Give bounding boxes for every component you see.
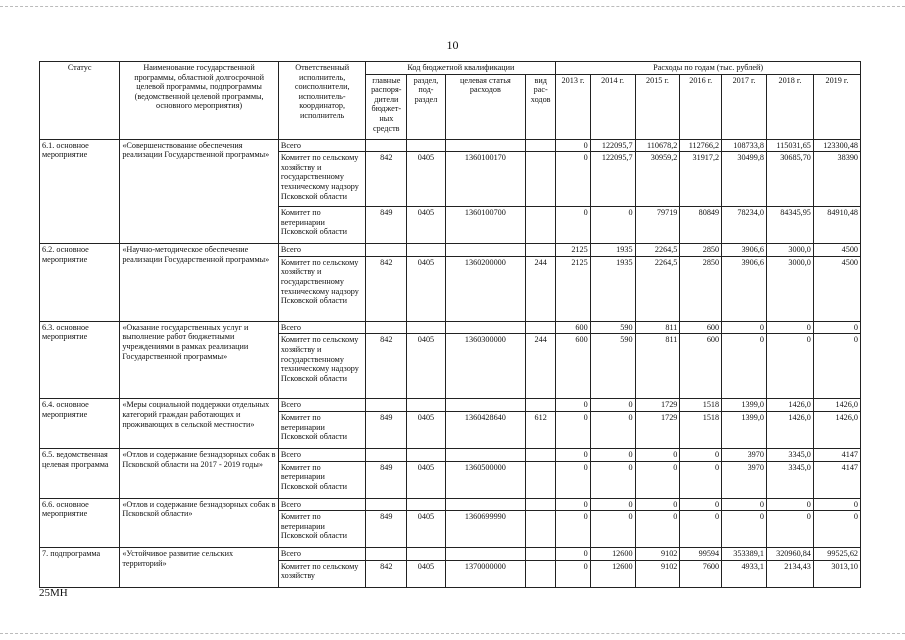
year-value-cell: 811 — [635, 321, 680, 334]
year-value-cell: 0 — [635, 511, 680, 548]
header-expenses-by-year: Расходы по годам (тыс. рублей) — [556, 62, 861, 75]
year-value-cell: 3345,0 — [766, 461, 813, 498]
year-value-cell: 1426,0 — [813, 411, 860, 448]
item-name-cell: «Устойчивое развитие сельских территорий» — [120, 548, 279, 588]
year-value-cell: 0 — [556, 461, 590, 498]
responsible-cell: Всего — [278, 399, 366, 412]
year-value-cell: 0 — [722, 511, 767, 548]
year-value-cell: 84345,95 — [766, 207, 813, 244]
razdel-cell: 0405 — [407, 334, 446, 399]
header-name: Наименование государственной программы, областной долгосрочной целевой программы, подпрограммы (ведомственной целевой программы, основного мероприятия) — [120, 62, 279, 140]
year-value-cell: 3345,0 — [766, 448, 813, 461]
year-value-cell: 12600 — [590, 548, 635, 561]
header-responsible: Ответственный исполнитель, соисполнители, исполнитель-координатор, исполнитель — [278, 62, 366, 140]
year-value-cell: 122095,7 — [590, 152, 635, 207]
table-row-total — [40, 498, 861, 511]
year-value-cell: 78234,0 — [722, 207, 767, 244]
year-value-cell: 12600 — [590, 560, 635, 587]
year-value-cell: 123300,48 — [813, 139, 860, 152]
year-value-cell: 1729 — [635, 411, 680, 448]
razdel-cell: 0405 — [407, 560, 446, 587]
status-cell: 6.5. ведомственная целевая программа — [40, 448, 120, 498]
target-article-cell — [445, 139, 525, 152]
year-value-cell: 0 — [635, 461, 680, 498]
status-cell: 6.6. основное мероприятие — [40, 498, 120, 548]
responsible-cell: Всего — [278, 321, 366, 334]
year-value-cell: 4933,1 — [722, 560, 767, 587]
header-razdel: раздел, под-раздел — [407, 74, 446, 139]
grbs-cell — [366, 448, 407, 461]
year-value-cell: 0 — [635, 498, 680, 511]
year-value-cell: 3970 — [722, 448, 767, 461]
year-value-cell: 2125 — [556, 256, 590, 321]
target-article-cell: 1370000000 — [445, 560, 525, 587]
responsible-cell: Комитет по ветеринарии Псковской области — [278, 461, 366, 498]
year-value-cell: 99525,62 — [813, 548, 860, 561]
year-value-cell: 0 — [556, 548, 590, 561]
scan-edge-top — [0, 6, 905, 7]
grbs-cell: 842 — [366, 560, 407, 587]
target-article-cell: 1360300000 — [445, 334, 525, 399]
responsible-cell: Комитет по сельскому хозяйству и государственному техническому надзору Псковской области — [278, 256, 366, 321]
year-value-cell: 9102 — [635, 560, 680, 587]
year-value-cell: 3970 — [722, 461, 767, 498]
year-value-cell: 0 — [590, 498, 635, 511]
year-value-cell: 600 — [556, 321, 590, 334]
expense-type-cell — [526, 511, 556, 548]
year-value-cell: 0 — [680, 461, 722, 498]
year-value-cell: 0 — [556, 511, 590, 548]
razdel-cell — [407, 498, 446, 511]
year-value-cell: 0 — [556, 139, 590, 152]
year-value-cell: 0 — [813, 511, 860, 548]
year-value-cell: 110678,2 — [635, 139, 680, 152]
year-value-cell: 0 — [590, 511, 635, 548]
year-value-cell: 1518 — [680, 411, 722, 448]
razdel-cell — [407, 139, 446, 152]
item-name-cell: «Оказание государственных услуг и выполнение работ бюджетными учреждениями в рамках реализации Государственной программы» — [120, 321, 279, 399]
year-value-cell: 84910,48 — [813, 207, 860, 244]
year-value-cell: 0 — [722, 334, 767, 399]
year-value-cell: 99594 — [680, 548, 722, 561]
target-article-cell — [445, 548, 525, 561]
status-cell: 6.3. основное мероприятие — [40, 321, 120, 399]
expense-type-cell — [526, 548, 556, 561]
year-value-cell: 0 — [590, 399, 635, 412]
status-cell: 6.1. основное мероприятие — [40, 139, 120, 244]
year-value-cell: 3000,0 — [766, 244, 813, 257]
year-value-cell: 0 — [813, 498, 860, 511]
year-value-cell: 0 — [722, 321, 767, 334]
year-value-cell: 79719 — [635, 207, 680, 244]
responsible-cell: Всего — [278, 448, 366, 461]
year-value-cell: 320960,84 — [766, 548, 813, 561]
year-value-cell: 0 — [680, 498, 722, 511]
grbs-cell — [366, 139, 407, 152]
target-article-cell: 1360500000 — [445, 461, 525, 498]
year-value-cell: 2264,5 — [635, 256, 680, 321]
budget-table — [39, 61, 861, 588]
year-value-cell: 38390 — [813, 152, 860, 207]
status-cell: 6.2. основное мероприятие — [40, 244, 120, 322]
year-value-cell: 0 — [635, 448, 680, 461]
year-value-cell: 2134,43 — [766, 560, 813, 587]
year-value-cell: 2850 — [680, 244, 722, 257]
target-article-cell: 1360428640 — [445, 411, 525, 448]
year-value-cell: 9102 — [635, 548, 680, 561]
grbs-cell: 849 — [366, 411, 407, 448]
razdel-cell — [407, 244, 446, 257]
expense-type-cell — [526, 560, 556, 587]
year-value-cell: 30685,70 — [766, 152, 813, 207]
header-year: 2017 г. — [722, 74, 767, 139]
grbs-cell: 842 — [366, 256, 407, 321]
responsible-cell: Комитет по сельскому хозяйству и государственному техническому надзору Псковской области — [278, 152, 366, 207]
razdel-cell — [407, 321, 446, 334]
year-value-cell: 0 — [680, 511, 722, 548]
year-value-cell: 353389,1 — [722, 548, 767, 561]
year-value-cell: 4147 — [813, 461, 860, 498]
responsible-cell: Комитет по ветеринарии Псковской области — [278, 411, 366, 448]
target-article-cell — [445, 498, 525, 511]
year-value-cell: 30959,2 — [635, 152, 680, 207]
target-article-cell: 1360100170 — [445, 152, 525, 207]
year-value-cell: 0 — [813, 334, 860, 399]
table-row-total — [40, 321, 861, 334]
header-budget-classification: Код бюджетной квалификации — [366, 62, 556, 75]
year-value-cell: 108733,8 — [722, 139, 767, 152]
year-value-cell: 600 — [556, 334, 590, 399]
table-row-total — [40, 448, 861, 461]
expense-type-cell — [526, 321, 556, 334]
target-article-cell — [445, 244, 525, 257]
year-value-cell: 3000,0 — [766, 256, 813, 321]
year-value-cell: 30499,8 — [722, 152, 767, 207]
item-name-cell: «Научно-методическое обеспечение реализации Государственной программы» — [120, 244, 279, 322]
year-value-cell: 2850 — [680, 256, 722, 321]
status-cell: 7. подпрограмма — [40, 548, 120, 588]
year-value-cell: 0 — [722, 498, 767, 511]
year-value-cell: 3013,10 — [813, 560, 860, 587]
year-value-cell: 112766,2 — [680, 139, 722, 152]
expense-type-cell: 612 — [526, 411, 556, 448]
status-cell: 6.4. основное мероприятие — [40, 399, 120, 449]
year-value-cell: 600 — [680, 321, 722, 334]
grbs-cell — [366, 498, 407, 511]
target-article-cell: 1360100700 — [445, 207, 525, 244]
razdel-cell — [407, 399, 446, 412]
year-value-cell: 0 — [590, 448, 635, 461]
year-value-cell: 0 — [556, 411, 590, 448]
expense-type-cell — [526, 448, 556, 461]
year-value-cell: 0 — [766, 511, 813, 548]
year-value-cell: 0 — [590, 411, 635, 448]
expense-type-cell — [526, 498, 556, 511]
razdel-cell: 0405 — [407, 461, 446, 498]
year-value-cell: 590 — [590, 321, 635, 334]
target-article-cell — [445, 321, 525, 334]
year-value-cell: 0 — [590, 461, 635, 498]
year-value-cell: 1399,0 — [722, 399, 767, 412]
header-year: 2018 г. — [766, 74, 813, 139]
scan-edge-bottom — [0, 633, 905, 634]
grbs-cell — [366, 399, 407, 412]
header-year: 2013 г. — [556, 74, 590, 139]
year-value-cell: 0 — [556, 560, 590, 587]
year-value-cell: 1399,0 — [722, 411, 767, 448]
razdel-cell: 0405 — [407, 207, 446, 244]
grbs-cell — [366, 244, 407, 257]
year-value-cell: 1935 — [590, 244, 635, 257]
year-value-cell: 1518 — [680, 399, 722, 412]
year-value-cell: 2125 — [556, 244, 590, 257]
year-value-cell: 80849 — [680, 207, 722, 244]
year-value-cell: 0 — [766, 334, 813, 399]
year-value-cell: 31917,2 — [680, 152, 722, 207]
target-article-cell: 1360200000 — [445, 256, 525, 321]
header-grbs: главные распоря-дители бюджет-ных средств — [366, 74, 407, 139]
table-row-total — [40, 139, 861, 152]
razdel-cell — [407, 548, 446, 561]
year-value-cell: 2264,5 — [635, 244, 680, 257]
table-row-total — [40, 399, 861, 412]
expense-type-cell: 244 — [526, 256, 556, 321]
header-expense-type: вид рас-ходов — [526, 74, 556, 139]
year-value-cell: 0 — [766, 498, 813, 511]
grbs-cell: 849 — [366, 207, 407, 244]
grbs-cell: 842 — [366, 334, 407, 399]
header-year: 2019 г. — [813, 74, 860, 139]
year-value-cell: 0 — [556, 448, 590, 461]
target-article-cell — [445, 448, 525, 461]
expense-type-cell — [526, 244, 556, 257]
razdel-cell: 0405 — [407, 511, 446, 548]
year-value-cell: 0 — [556, 207, 590, 244]
header-target-article: целевая статья расходов — [445, 74, 525, 139]
expense-type-cell — [526, 399, 556, 412]
grbs-cell: 842 — [366, 152, 407, 207]
item-name-cell: «Совершенствование обеспечения реализации Государственной программы» — [120, 139, 279, 244]
grbs-cell — [366, 548, 407, 561]
responsible-cell: Комитет по ветеринарии Псковской области — [278, 511, 366, 548]
razdel-cell: 0405 — [407, 152, 446, 207]
page-number: 10 — [446, 38, 459, 52]
year-value-cell: 0 — [556, 152, 590, 207]
year-value-cell: 115031,65 — [766, 139, 813, 152]
document-code: 25МН — [39, 587, 68, 599]
year-value-cell: 0 — [766, 321, 813, 334]
item-name-cell: «Отлов и содержание безнадзорных собак в Псковской области» — [120, 498, 279, 548]
razdel-cell: 0405 — [407, 411, 446, 448]
year-value-cell: 3906,6 — [722, 256, 767, 321]
year-value-cell: 7600 — [680, 560, 722, 587]
responsible-cell: Комитет по сельскому хозяйству — [278, 560, 366, 587]
header-status: Статус — [40, 62, 120, 140]
target-article-cell: 1360699990 — [445, 511, 525, 548]
year-value-cell: 3906,6 — [722, 244, 767, 257]
year-value-cell: 0 — [680, 448, 722, 461]
year-value-cell: 1426,0 — [813, 399, 860, 412]
expense-type-cell — [526, 207, 556, 244]
year-value-cell: 4500 — [813, 244, 860, 257]
responsible-cell: Всего — [278, 139, 366, 152]
item-name-cell: «Отлов и содержание безнадзорных собак в Псковской области на 2017 - 2019 годы» — [120, 448, 279, 498]
target-article-cell — [445, 399, 525, 412]
year-value-cell: 600 — [680, 334, 722, 399]
header-year: 2014 г. — [590, 74, 635, 139]
year-value-cell: 0 — [556, 399, 590, 412]
item-name-cell: «Меры социальной поддержки отдельных категорий граждан работающих и проживающих в сельской местности» — [120, 399, 279, 449]
responsible-cell: Комитет по сельскому хозяйству и государственному техническому надзору Псковской области — [278, 334, 366, 399]
year-value-cell: 4147 — [813, 448, 860, 461]
expense-type-cell — [526, 461, 556, 498]
year-value-cell: 4500 — [813, 256, 860, 321]
razdel-cell — [407, 448, 446, 461]
grbs-cell — [366, 321, 407, 334]
responsible-cell: Комитет по ветеринарии Псковской области — [278, 207, 366, 244]
expense-type-cell: 244 — [526, 334, 556, 399]
year-value-cell: 1426,0 — [766, 411, 813, 448]
table-row-total — [40, 548, 861, 561]
responsible-cell: Всего — [278, 244, 366, 257]
table-row-total — [40, 244, 861, 257]
year-value-cell: 122095,7 — [590, 139, 635, 152]
header-year: 2015 г. — [635, 74, 680, 139]
responsible-cell: Всего — [278, 498, 366, 511]
razdel-cell: 0405 — [407, 256, 446, 321]
year-value-cell: 0 — [813, 321, 860, 334]
year-value-cell: 1426,0 — [766, 399, 813, 412]
year-value-cell: 1729 — [635, 399, 680, 412]
grbs-cell: 849 — [366, 461, 407, 498]
header-year: 2016 г. — [680, 74, 722, 139]
year-value-cell: 0 — [556, 498, 590, 511]
year-value-cell: 590 — [590, 334, 635, 399]
year-value-cell: 811 — [635, 334, 680, 399]
grbs-cell: 849 — [366, 511, 407, 548]
expense-type-cell — [526, 139, 556, 152]
year-value-cell: 1935 — [590, 256, 635, 321]
year-value-cell: 0 — [590, 207, 635, 244]
expense-type-cell — [526, 152, 556, 207]
responsible-cell: Всего — [278, 548, 366, 561]
